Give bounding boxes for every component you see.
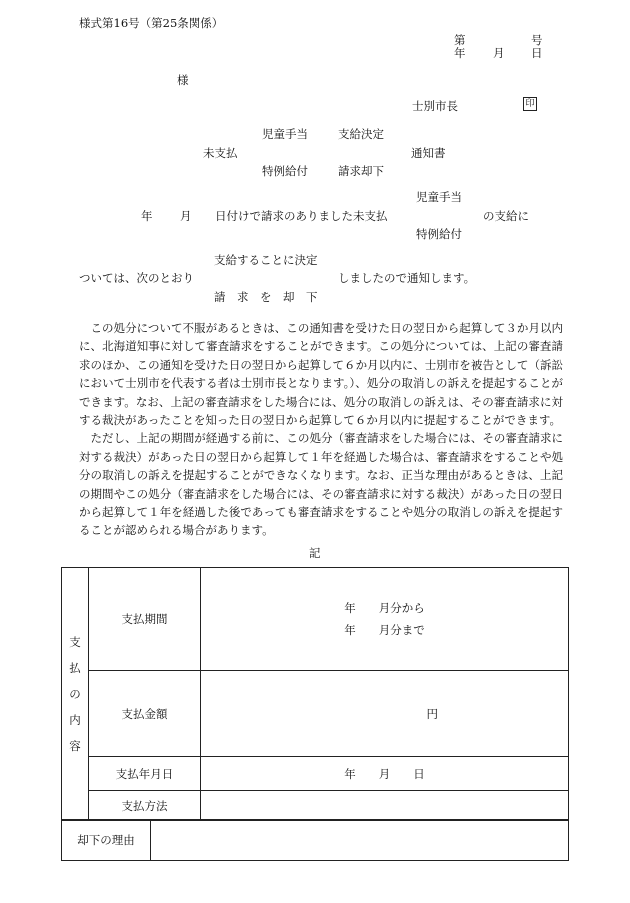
rejection-reason-label: 却下の理由: [62, 820, 151, 861]
document-number-prefix: 第: [454, 33, 466, 47]
seal-stamp: 印: [523, 97, 537, 111]
statement-rejected: 請 求 を 却 下: [214, 290, 318, 304]
instruction-paragraph-1: この処分について不服があるときは、この通知書を受けた日の翌日から起算して３か月以内に、北海道知事に対して審査請求をすることができます。この処分については、上記の審査請求のほか、この通知を受けた日の翌日から起算して６か月以内に、士別市を被告として（訴訟において士別市を代表する者は士別市長となります。）、処分の取消しの訴えを提起することができます。なお、上記の審査請求をした場合には、処分の取消しの訴えは、その審査請求に対する裁決があったことを知った日の翌日から起算して６か月以内に提起することができます。: [79, 321, 563, 428]
statement-year: 年: [141, 209, 153, 223]
title-unpaid: 未支払: [203, 146, 238, 160]
title-notice: 通知書: [411, 146, 446, 160]
statement-decided: 支給することに決定: [214, 253, 318, 267]
instruction-paragraph-2: ただし、上記の期間が経過する前に、この処分（審査請求をした場合には、その審査請求に対する裁決）があった日の翌日から起算して１年を経過した場合は、審査請求をすることや処分の取消しの訴えを提起することができなくなります。なお、正当な理由があるときは、上記の期間やこの処分（審査請求をした場合には、その審査請求に対する裁決）があった日の翌日から起算して１年を経過した後であっても審査請求をすることや処分の取消しの訴えを提起することが認められる場合があります。: [79, 431, 563, 538]
title-option-reject: 請求却下: [338, 164, 384, 178]
payment-detail-table: [61, 567, 569, 821]
payment-amount-label: 支払金額: [89, 671, 201, 757]
payment-period-from: 年 月分から: [344, 601, 425, 615]
document-number-suffix: 号: [531, 33, 543, 47]
statement-payment-suffix: の支給に: [483, 209, 529, 223]
rejection-reason-table: [61, 819, 569, 861]
section-label-char: 容: [69, 739, 81, 753]
issue-date-month: 月: [493, 46, 505, 60]
rejection-reason-field[interactable]: [151, 820, 569, 861]
statement-as-follows: ついては、次のとおり: [79, 271, 194, 285]
section-label-char: 支: [69, 635, 81, 649]
issuer-name: 士別市長: [412, 99, 458, 113]
statement-notify: しましたので通知します。: [338, 271, 476, 285]
issue-date-day: 日: [531, 46, 543, 60]
section-label-char: 払: [69, 661, 81, 675]
form-number: 様式第16号（第25条関係）: [79, 16, 224, 30]
section-label-char: の: [69, 687, 81, 701]
title-option-child-allowance: 児童手当: [262, 127, 308, 141]
payment-date-label: 支払年月日: [89, 757, 201, 791]
payment-period-field[interactable]: [201, 568, 569, 671]
table-row-period: [62, 568, 569, 671]
title-option-decision: 支給決定: [338, 127, 384, 141]
payment-period-label: 支払期間: [89, 568, 201, 671]
section-label-char: 内: [69, 713, 81, 727]
section-label-payment-content: [62, 568, 89, 821]
table-row-date: [62, 757, 569, 791]
payment-date-field[interactable]: 年 月 日: [201, 757, 569, 791]
yen-unit: 円: [426, 706, 438, 721]
recipient-suffix: 様: [177, 73, 189, 87]
statement-month: 月: [180, 209, 192, 223]
table-row-reject-reason: [62, 820, 569, 861]
payment-method-label: 支払方法: [89, 791, 201, 821]
instruction-text: [79, 319, 563, 540]
statement-dated-request: 日付けで請求のありました未支払: [215, 209, 388, 223]
payment-amount-field[interactable]: [201, 671, 569, 757]
title-option-special-benefit: 特例給付: [262, 164, 308, 178]
table-row-amount: [62, 671, 569, 757]
table-row-method: [62, 791, 569, 821]
payment-period-to: 年 月分まで: [344, 623, 425, 637]
ki-marker: 記: [309, 546, 321, 560]
issue-date-year: 年: [454, 46, 466, 60]
statement-option-child-allowance: 児童手当: [416, 190, 462, 204]
payment-method-field[interactable]: [201, 791, 569, 821]
statement-option-special-benefit: 特例給付: [416, 227, 462, 241]
